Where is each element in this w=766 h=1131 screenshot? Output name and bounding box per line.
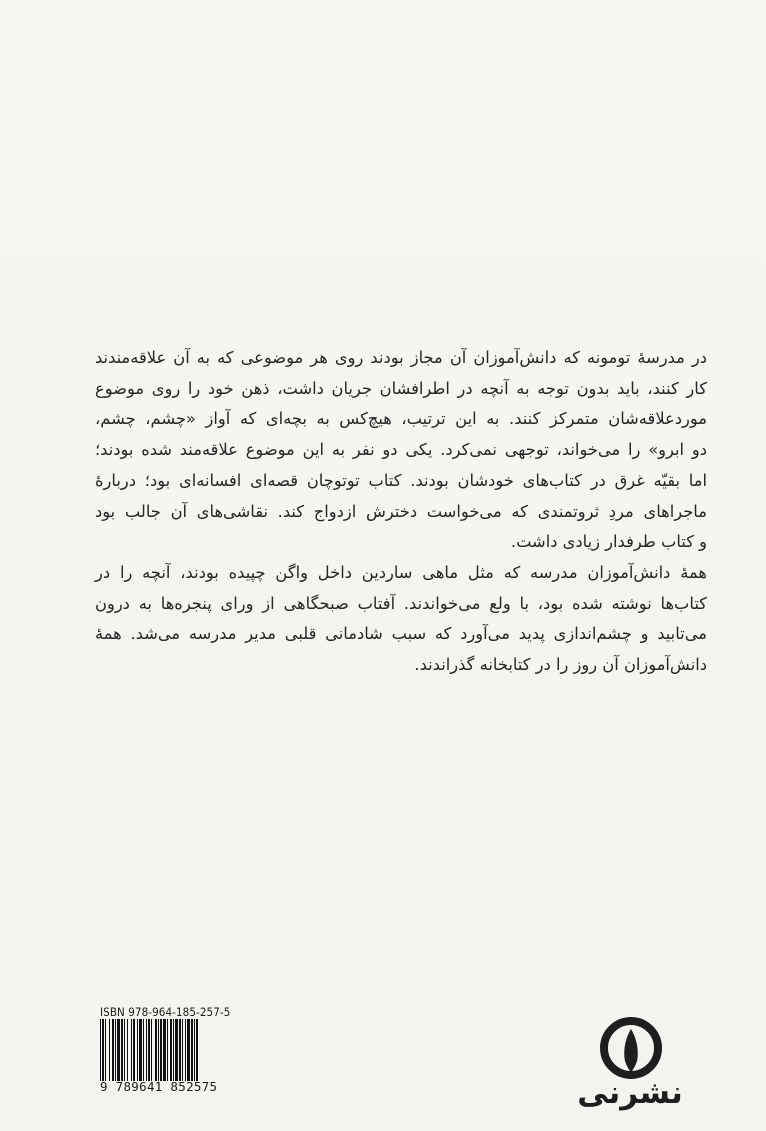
blurb-line: اما بقیّه غرق در کتاب‌های خودشان بودند. کتاب توتوچان قصه‌ای افسانه‌ای بود؛ دربارهٔ — [95, 470, 707, 490]
isbn-barcode-block — [100, 1005, 254, 1100]
reed-in-circle-icon — [598, 1015, 664, 1081]
blurb-line: کار کنند، باید بدون توجه به آنچه در اطرافشان جریان داشت، ذهن خود را روی موضوع — [95, 378, 707, 398]
publisher-logo — [575, 1015, 685, 1115]
blurb-line: ماجراهای مردِ ثروتمندی که می‌خواست دخترش ازدواج کند. نقاشی‌های آن جالب بود — [95, 501, 707, 521]
barcode-graphic — [100, 1019, 250, 1081]
blurb-line: می‌تابید و چشم‌اندازی پدید می‌آورد که سبب شادمانی قلبی مدیر مدرسه می‌شد. همهٔ — [95, 624, 707, 644]
publisher-name: نشرنی — [577, 1075, 683, 1111]
blurb-line: دو ابرو» را می‌خواند، توجهی نمی‌کرد. یکی دو نفر به این موضوع علاقه‌مند شده بودند؛ — [95, 440, 707, 460]
blurb-line: کتاب‌ها نوشته شده بود، با ولع می‌خواندند. آفتاب صبحگاهی از ورای پنجره‌ها به درون — [95, 593, 707, 613]
blurb-paragraph-2 — [95, 558, 707, 681]
blurb-line: دانش‌آموزان آن روز را در کتابخانه گذراندند. — [414, 655, 707, 675]
blurb-line: همهٔ دانش‌آموزان مدرسه که مثل ماهی ساردین داخل واگن چپیده بودند، آنچه را در — [95, 562, 707, 582]
blurb-text — [95, 343, 707, 681]
isbn-label: ISBN 978-964-185-257-5 — [100, 1005, 231, 1019]
barcode-digits: 9 789641 852575 — [100, 1079, 218, 1094]
blurb-line: موردعلاقه‌شان متمرکز کنند. به این ترتیب، هیچ‌کس به بچه‌ای که آواز «چشم، چشم، — [95, 409, 707, 429]
blurb-line: در مدرسهٔ تومونه که دانش‌آموزان آن مجاز بودند روی هر موضوعی که به آن علاقه‌مندند — [95, 348, 707, 367]
blurb-paragraph-1 — [95, 343, 707, 558]
blurb-line: و کتاب طرفدار زیادی داشت. — [510, 532, 707, 552]
